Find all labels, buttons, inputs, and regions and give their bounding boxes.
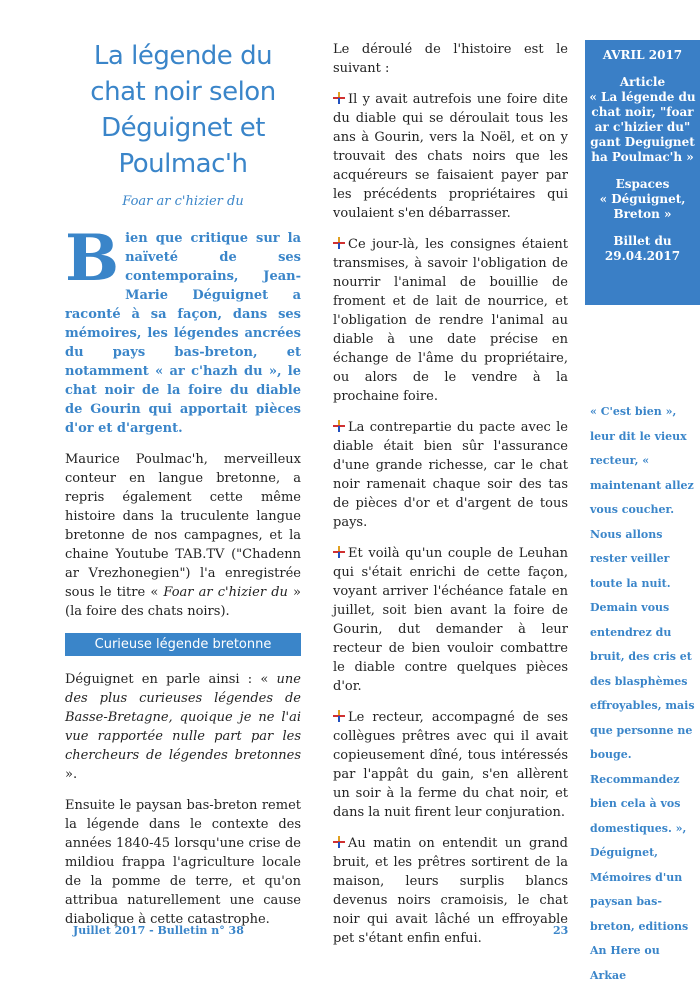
- bullet-item: [333, 90, 568, 223]
- cross-bullet-icon: [333, 92, 345, 104]
- footer-bulletin: Juillet 2017 - Bulletin n° 38: [73, 924, 244, 937]
- info-date: AVRIL 2017: [602, 48, 683, 62]
- italic-text: une des plus curieuses légendes de Basse-Bretagne, quoique je ne l'ai vue rapportée nulle part par les chercheurs de légendes bretonnes: [65, 672, 301, 763]
- bullet-text: Le recteur, accompagné de ses collègues prêtres avec qui il avait copieusement dîné, tous intéressés par l'appât du gain, s'en allèrent un soir à la ferme du chat noir, et dans la nuit firent leur conjuration.: [333, 710, 568, 820]
- section-heading: Curieuse légende bretonne: [65, 633, 301, 656]
- bullet-text: Et voilà qu'un couple de Leuhan qui s'était enrichi de cette façon, voyant arriver l'échéance fatale en juillet, soit bien avant la foire de Gourin, dut demander à leur recteur de bien vouloir combattre le diable contre quelques pièces d'or.: [333, 546, 568, 694]
- cross-bullet-icon: [333, 237, 345, 249]
- info-billet: Billet du 29.04.2017: [604, 234, 681, 263]
- article-title: La légende du chat noir selon Déguignet et Poulmac'h: [90, 41, 276, 179]
- bullet-text: Il y avait autrefois une foire dite du diable qui se déroulait tous les ans à Gourin, vers la Noël, et on y trouvait des chats noirs que les acquéreurs se faisaient payer par les précédents propriétaires qui voulaient s'en débarrasser.: [333, 92, 568, 221]
- cross-bullet-icon: [333, 710, 345, 722]
- paragraph: [65, 670, 301, 784]
- cross-bullet-icon: [333, 546, 345, 558]
- bullet-text: La contrepartie du pacte avec le diable était bien sûr l'assurance d'une grande richesse, car le chat noir ramenait chaque soir des tas de pièces d'or et d'argent de tous pays.: [333, 420, 568, 530]
- bullet-item: [333, 235, 568, 406]
- article-subtitle: Foar ar c'hizier du: [122, 194, 244, 209]
- label: Espaces: [615, 177, 670, 191]
- text: ».: [65, 767, 78, 782]
- text: Maurice Poulmac'h, merveilleux conteur en langue bretonne, a repris également cette même histoire dans la truculente langue bretonne de nos campagnes, et la chaine Youtube TAB.TV ("Chadenn ar Vrezhonegien") l'a enregistrée sous le titre «: [65, 452, 301, 600]
- text: » (la foire des chats noirs).: [65, 585, 301, 619]
- bullet-item: [333, 708, 568, 822]
- bullet-item: [333, 544, 568, 696]
- info-box: [585, 40, 700, 305]
- italic-text: Foar ar c'hizier du: [163, 585, 288, 600]
- drop-cap: B: [65, 221, 120, 296]
- text: Déguignet en parle ainsi : «: [65, 672, 277, 687]
- bullet-item: [333, 418, 568, 532]
- info-espaces: [589, 177, 696, 222]
- lead-text: ien que critique sur la naïveté de ses contemporains, Jean-Marie Déguignet a raconté à sa façon, dans ses mémoires, les légendes ancrées du pays bas-breton, et notamment « ar c'hazh du », le chat noir de la foire du diable de Gourin qui apportait pièces d'or et d'argent.: [65, 231, 301, 436]
- espaces-ref: « Déguignet, Breton »: [599, 192, 686, 221]
- label: Article: [619, 75, 666, 89]
- bullet-item: [333, 834, 568, 948]
- bullet-list: [333, 90, 568, 948]
- page-number: 23: [553, 924, 569, 937]
- bullet-text: Ce jour-là, les consignes étaient transmises, à savoir l'obligation de nourrir l'animal de bouillie de froment et de lait de nourrice, et l'obligation de rendre l'animal au diable à une date précise en échange de l'âme du propriétaire, ou alors de le vendre à la prochaine foire.: [333, 237, 568, 404]
- paragraph: Ensuite le paysan bas-breton remet la légende dans le contexte des années 1840-45 lorsqu'une crise de mildiou frappa l'agriculture locale de la pomme de terre, et qu'on attribua naturellement une cause diabolique à cette catastrophe.: [65, 798, 301, 927]
- intro-paragraph: Le déroulé de l'histoire est le suivant :: [333, 42, 568, 76]
- cross-bullet-icon: [333, 836, 345, 848]
- left-column: [65, 38, 301, 941]
- info-article: [589, 75, 696, 165]
- bullet-text: Au matin on entendit un grand bruit, et les prêtres sortirent de la maison, leurs surplis blancs devenus noirs cramoisis, le chat noir qui avait lâché un effroyable pet s'étant enfin enfui.: [333, 836, 568, 946]
- cross-bullet-icon: [333, 420, 345, 432]
- paragraph: [65, 450, 301, 621]
- middle-column: [333, 40, 568, 960]
- lead-paragraph: [65, 221, 301, 438]
- article-ref: « La légende du chat noir, "foar ar c'hizier du" gant Deguignet ha Poulmac'h »: [589, 90, 696, 164]
- pull-quote: « C'est bien », leur dit le vieux recteur, « maintenant allez vous coucher. Nous allons rester veiller toute la nuit. Demain vous entendrez du bruit, des cris et des blasphèmes effroyables, mais que personne ne bouge. Recommandez bien cela à vos domestiques. », Déguignet, Mémoires d'un paysan bas-breton, editions An Here ou Arkae: [590, 405, 695, 982]
